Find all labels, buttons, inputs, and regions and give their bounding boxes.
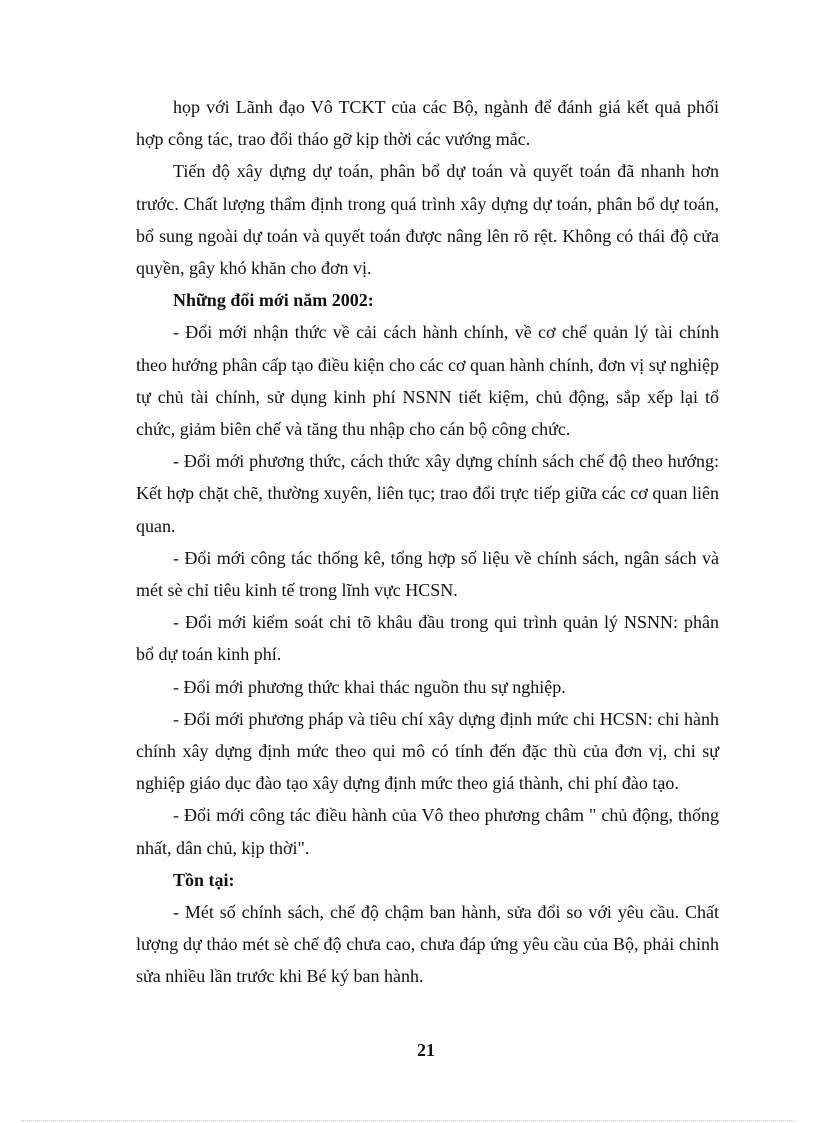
innovation-item: - Đổi mới phương thức khai thác nguồn thu sự nghiệp. bbox=[173, 676, 566, 697]
page-bottom-divider bbox=[22, 1120, 794, 1121]
innovation-item: - Đổi mới nhận thức về cải cách hành chính, về cơ chế quản lý tài chính theo hướng phân cấp tạo điều kiện cho các cơ quan hành chính, đơn vị sự nghiệp tự chủ tài chính, sử dụng kinh phí NSNN tiết kiệm, chủ động, sắp xếp lại tổ chức, giảm biên chế và tăng thu nhập cho cán bộ công chức. bbox=[136, 322, 719, 440]
innovation-item: - Đổi mới công tác thống kê, tổng hợp số liệu về chính sách, ngân sách và mét sè chỉ tiêu kinh tế trong lĩnh vực HCSN. bbox=[136, 547, 719, 601]
shortcoming-item: - Mét số chính sách, chế độ chậm ban hành, sửa đổi so với yêu cầu. Chất lượng dự thảo mét sè chế độ chưa cao, chưa đáp ứng yêu cầu của Bộ, phải chỉnh sửa nhiều lần trước khi Bé ký ban hành. bbox=[136, 902, 719, 987]
heading-innovations-2002: Những đổi mới năm 2002: bbox=[173, 290, 374, 311]
innovation-item: - Đổi mới công tác điều hành của Vô theo phương châm " chủ động, thống nhất, dân chủ, kịp thời". bbox=[136, 805, 719, 858]
page-number: 21 bbox=[417, 1040, 435, 1060]
innovation-item: - Đổi mới kiểm soát chi tõ khâu đầu trong qui trình quản lý NSNN: phân bổ dự toán kinh phí. bbox=[136, 612, 719, 665]
innovation-item: - Đổi mới phương pháp và tiêu chí xây dựng định mức chi HCSN: chi hành chính xây dựng định mức theo qui mô có tính đến đặc thù của đơn vị, chi sự nghiệp giáo dục đào tạo xây dựng định mức theo giá thành, chi phí đào tạo. bbox=[136, 708, 719, 794]
paragraph-progress: Tiến độ xây dựng dự toán, phân bổ dự toán và quyết toán đã nhanh hơn trước. Chất lượng thẩm định trong quá trình xây dựng dự toán, phân bổ dự toán, bổ sung ngoài dự toán và quyết toán được nâng lên rõ rệt. Không có thái độ cửa quyền, gây khó khăn cho đơn vị. bbox=[136, 161, 719, 279]
body-text bbox=[136, 91, 719, 993]
paragraph-meeting: họp với Lãnh đạo Vô TCKT của các Bộ, ngành để đánh giá kết quả phối hợp công tác, trao đổi tháo gỡ kịp thời các vướng mắc. bbox=[136, 97, 719, 150]
heading-shortcomings: Tồn tại: bbox=[173, 869, 235, 890]
innovation-item: - Đổi mới phương thức, cách thức xây dựng chính sách chế độ theo hướng: Kết hợp chặt chẽ, thường xuyên, liên tục; trao đổi trực tiếp giữa các cơ quan liên quan. bbox=[136, 451, 719, 536]
